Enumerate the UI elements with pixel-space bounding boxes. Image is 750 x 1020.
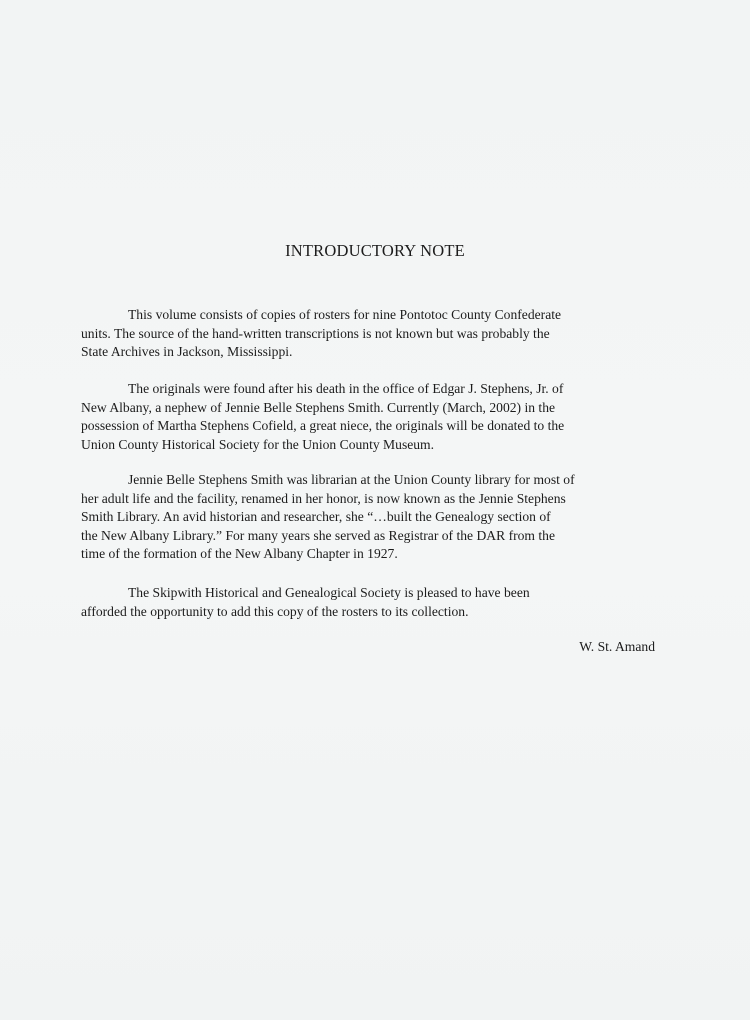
paragraph-line: Union County Historical Society for the Union County Museum. — [81, 436, 435, 452]
paragraph-3 — [81, 471, 651, 564]
paragraph-line: time of the formation of the New Albany Chapter in 1927. — [81, 546, 398, 562]
signature: W. St. Amand — [579, 639, 655, 654]
paragraph-line: The originals were found after his death in the office of Edgar J. Stephens, Jr. of — [128, 381, 564, 396]
paragraph-line: possession of Martha Stephens Cofield, a great niece, the originals will be donated to the — [81, 418, 565, 434]
paragraph-line: Smith Library. An avid historian and researcher, she “…built the Genealogy section of — [81, 509, 551, 525]
paragraph-1 — [81, 306, 651, 362]
document-title: INTRODUCTORY NOTE — [285, 241, 465, 260]
paragraph-line: afforded the opportunity to add this copy of the rosters to its collection. — [81, 603, 469, 619]
paragraph-line: the New Albany Library.” For many years she served as Registrar of the DAR from the — [81, 527, 556, 543]
paragraph-line: Jennie Belle Stephens Smith was librarian at the Union County library for most of — [128, 472, 575, 487]
paragraph-4 — [81, 584, 651, 621]
paragraph-line: units. The source of the hand-written transcriptions is not known but was probably the — [81, 325, 550, 341]
paragraph-line: her adult life and the facility, renamed in her honor, is now known as the Jennie Stephens — [81, 490, 566, 506]
paragraph-line: This volume consists of copies of rosters for nine Pontotoc County Confederate — [128, 307, 562, 322]
paragraph-line: New Albany, a nephew of Jennie Belle Stephens Smith. Currently (March, 2002) in the — [81, 399, 556, 415]
paragraph-line: The Skipwith Historical and Genealogical Society is pleased to have been — [128, 585, 530, 600]
paragraph-2 — [81, 380, 651, 454]
paragraph-line: State Archives in Jackson, Mississippi. — [81, 344, 293, 360]
